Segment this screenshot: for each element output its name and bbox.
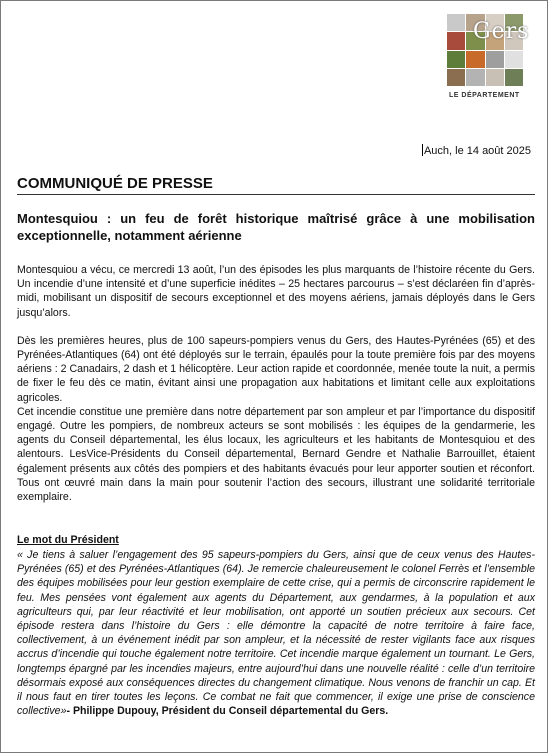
paragraph-1: Montesquiou a vécu, ce mercredi 13 août, l’un des épisodes les plus marquants de l’histoire récente du Gers. Un incendie d’une intensité et d’une superficie inédites – 25 hectares parcourus – s’est déclaréen fin d’après-midi, mobilisant un dispositif de secours exceptionnel et des moyens aériens, jamais déployés dans le Gers jusqu’alors.: [17, 264, 535, 319]
logo-tile: [447, 69, 465, 86]
logo-tile: [466, 51, 484, 68]
paragraph-2: Dès les premières heures, plus de 100 sapeurs-pompiers venus du Gers, des Hautes-Pyrénées (65) et des Pyrénées-Atlantiques (64) ont été déployés sur le terrain, épaulés pour la toute première fois par des moyens aériens : 2 Canadairs, 2 dash et 1 hélicoptère. Leur action rapide et coordonnée, menée toute la nuit, a permis de fixer le feu dès ce matin, évitant ainsi une propagation aux habitations et limitant celle aux exploitations agricoles.: [17, 334, 535, 404]
body-text: [17, 263, 535, 504]
release-date: Auch, le 14 août 2025: [423, 145, 531, 157]
logo-tile: [447, 14, 465, 31]
president-quote-block: [17, 548, 535, 718]
logo-tile: [466, 69, 484, 86]
logo-tile: [447, 32, 465, 49]
logo-tile: [505, 69, 523, 86]
logo-tile: [486, 69, 504, 86]
document-subtitle: Montesquiou : un feu de forêt historique maîtrisé grâce à une mobilisation exceptionnelle, notamment aérienne: [17, 211, 535, 243]
president-quote: « Je tiens à saluer l’engagement des 95 sapeurs-pompiers du Gers, ainsi que de ceux venus des Hautes-Pyrénées (65) et des Pyrénées-Atlantiques (64). Je remercie chaleureusement le colonel Ferrès et l’ensemble des équipes mobilisées pour leur gestion exemplaire de cette crise, qui a permis de circonscrire rapidement le feu. Mes pensées vont également aux agents du Département, aux gendarmes, à la population et aux agriculteurs qui, par leur réactivité et leur mobilisation, ont apporté un soutien précieux aux secours. Cet épisode restera dans l’histoire du Gers : elle démontre la capacité de notre territoire à faire face, collectivement, à un événement inédit par son ampleur, et la nécessité de rester vigilants face aux risques accrus d’incendie qui touche également notre territoire. Cet incendie marque également un tournant. Le Gers, longtemps épargné par les incendies majeurs, entre aujourd’hui dans une nouvelle réalité : celle d’un territoire désormais exposé aux conséquences directes du changement climatique. Nous venons de franchir un cap. Et il nous faut en tirer toutes les leçons. Ce combat ne fait que commencer, il exige une prise de conscience collective»: [17, 549, 535, 718]
logo-caption: LE DÉPARTEMENT: [449, 92, 520, 99]
gers-logo: [447, 14, 530, 104]
paragraph-3: Cet incendie constitue une première dans notre département par son ampleur et par l’importance du dispositif engagé. Outre les pompiers, de nombreux acteurs se sont mobilisés : les équipes de la gendarmerie, les agents du Conseil départemental, les élus locaux, les agriculteurs et les habitants de Montesquiou et des alentours. LesVice-Présidents du Conseil départemental, Bernard Gendre et Nathalie Barrouillet, étaient également présents aux côtés des pompiers et des habitants évacués pour leur apporter soutien et réconfort. Tous ont œuvré main dans la main pour soutenir l’action des secours, illustrant une solidarité territoriale exemplaire.: [17, 405, 535, 504]
quote-signature: - Philippe Dupouy, Président du Conseil départemental du Gers.: [66, 705, 389, 718]
logo-wordmark: Gers: [473, 19, 530, 44]
logo-tile: [486, 51, 504, 68]
logo-tile: [447, 51, 465, 68]
document-title: COMMUNIQUÉ DE PRESSE: [17, 175, 535, 195]
section-heading: Le mot du Président: [17, 534, 119, 546]
logo-tile: [505, 51, 523, 68]
